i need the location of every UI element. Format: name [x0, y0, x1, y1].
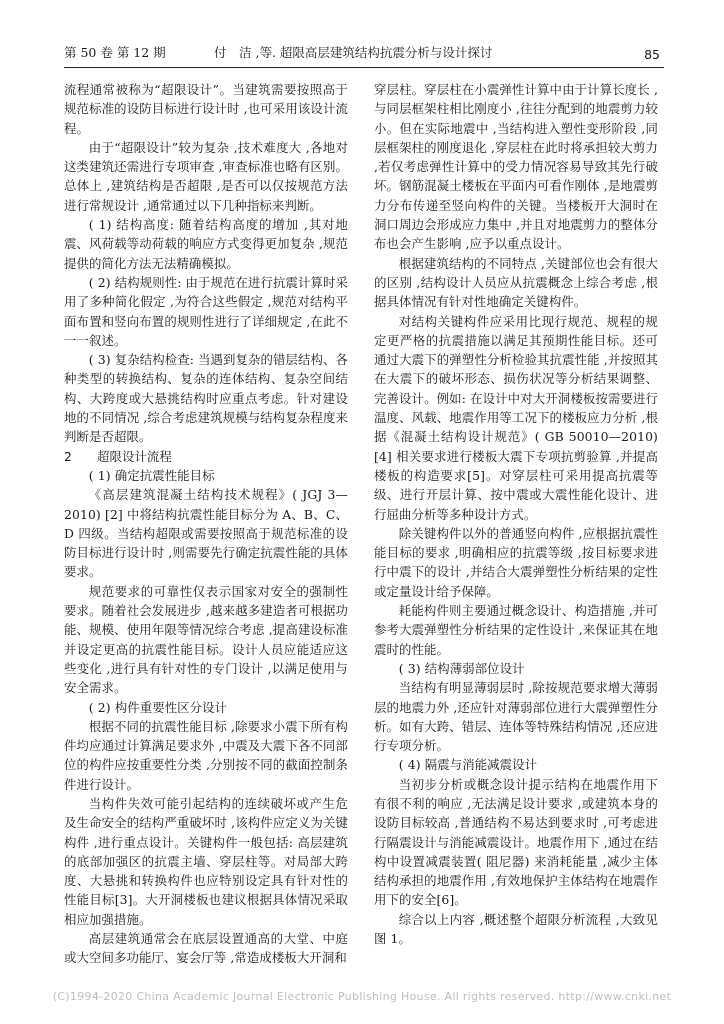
body-paragraph: 对结构关键构件应采用比现行规范、规程的规定更严格的抗震措施以满足其预期性能目标。还可通过大震下的弹塑性分析检验其抗震性能 ,并按照其在大震下的破坏形态、损伤状况等分析结果调整、完善设计。例如: 在设计中对大开洞楼板按需要进行温度、风载、地震作用等工况下的楼板应力分析 ,根据《混凝土结构设计规范》( GB 50010—2010) [4] 相关要求进行楼板大震下专项抗剪验算 ,并提高楼板的构造要求[5]。对穿层柱可采用提高抗震等级、进行开层计算、按中震或大震性能化设计、进行屈曲分析等多种设计方式。	[374, 313, 658, 522]
body-paragraph: 根据不同的抗震性能目标 ,除要求小震下所有构件均应通过计算满足要求外 ,中震及大震下各不同部位的构件应按重要性分类 ,分别按不同的截面控制条件进行设计。	[64, 718, 348, 792]
body-paragraph: ( 3) 复杂结构检查: 当遇到复杂的错层结构、各种类型的转换结构、复杂的连体结构、复杂空间结构、大跨度或大悬挑结构时应重点考虑。针对建设地的不同情况 ,综合考虑建筑规模与结构复杂程度来判断是否超限。	[64, 352, 348, 445]
subsection-heading: ( 3) 结构薄弱部位设计	[398, 660, 525, 676]
subsection-heading: ( 1) 确定抗震性能目标	[88, 467, 215, 483]
page-number: 85	[644, 47, 660, 62]
body-paragraph: 流程通常被称为“超限设计”。当建筑需要按照高于规范标准的设防目标进行设计时 ,也可采用该设计流程。	[64, 82, 348, 136]
section-heading	[64, 447, 348, 466]
running-header	[64, 44, 660, 62]
body-paragraph: ( 2) 结构规则性: 由于规范在进行抗震计算时采用了多种简化假定 ,为符合这些假定 ,规范对结构平面布置和竖向布置的规则性进行了详细规定 ,在此不一一叙述。	[64, 274, 348, 348]
body-paragraph: ( 1) 结构高度: 随着结构高度的增加 ,其对地震、风荷载等动荷载的响应方式变得更加复杂 ,规范提供的简化方法无法精确模拟。	[64, 217, 348, 271]
body-paragraph: 规范要求的可靠性仅表示国家对安全的强制性要求。随着社会发展进步 ,越来越多建造者可根据功能、规模、使用年限等情况综合考虑 ,提高建设标准并设定更高的抗震性能目标。设计人员应能适应这些变化 ,进行具有针对性的专门设计 ,以满足使用与安全需求。	[64, 583, 348, 696]
body-paragraph: 高层建筑通常会在底层设置通高的大堂、中庭或大空间多功能厅、宴会厅等 ,常造成楼板大开洞和	[64, 931, 348, 966]
body-paragraph: 当构件失效可能引起结构的连续破坏或产生危及生命安全的结构严重破坏时 ,该构件应定义为关键构件 ,进行重点设计。关键构件一般包括: 高层建筑的底部加强区的抗震主墙、穿层柱等。对局部大跨度、大悬挑和转换构件也应特别设定具有针对性的性能目标[3]。大开洞楼板也建议根据具体情况采取相应加强措施。	[64, 795, 348, 927]
body-paragraph: 当结构有明显薄弱层时 ,除按规范要求增大薄弱层的地震力外 ,还应针对薄弱部位进行大震弹塑性分析。如有大跨、错层、连体等特殊结构情况 ,还应进行专项分析。	[374, 680, 658, 754]
body-paragraph: 《高层建筑混凝土结构技术规程》( JGJ 3—2010) [2] 中将结构抗震性能目标分为 A、B、C、D 四级。当结构超限或需要按照高于规范标准的设防目标进行设计时 ,则需要先行确定抗震性能的具体要求。	[64, 487, 348, 580]
copyright-footer: (C)1994-2020 China Academic Journal Electronic Publishing House. All rights reserved. http://www.cnki.net	[52, 990, 672, 1003]
body-paragraph: 综合以上内容 ,概述整个超限分析流程 ,大致见图 1。	[374, 911, 658, 947]
body-paragraph: 根据建筑结构的不同特点 ,关键部位也会有很大的区别 ,结构设计人员应从抗震概念上综合考虑 ,根据具体情况有针对性地确定关键构件。	[374, 255, 658, 310]
running-title: 付 洁 ,等. 超限高层建筑结构抗震分析与设计探讨	[214, 45, 493, 60]
body-paragraph: 当初步分析或概念设计提示结构在地震作用下有很不利的响应 ,无法满足设计要求 ,或建筑本身的设防目标较高 ,普通结构不易达到要求时 ,可考虑进行隔震设计与消能减震设计。地震作用下 ,通过在结构中设置减震装置( 阻尼器) 来消耗能量 ,减少主体结构承担的地震作用 ,有效地保护主体结构在地震作用下的安全[6]。	[374, 776, 658, 908]
right-column	[374, 80, 658, 948]
header-rule	[64, 67, 664, 68]
body-paragraph: 耗能构件则主要通过概念设计、构造措施 ,并可参考大震弹塑性分析结果的定性设计 ,来保证其在地震时的性能。	[374, 603, 658, 657]
left-column	[64, 80, 348, 968]
body-paragraph: 由于“超限设计”较为复杂 ,技术难度大 ,各地对这类建筑还需进行专项审查 ,审查标准也略有区别。总体上 ,建筑结构是否超限 ,是否可以仅按规范方法进行常规设计 ,通常通过以下几种指标来判断。	[64, 139, 348, 213]
section-title: 超限设计流程	[96, 448, 172, 464]
body-paragraph: 除关键构件以外的普通竖向构件 ,应根据抗震性能目标的要求 ,明确相应的抗震等级 ,按目标要求进行中震下的设计 ,并结合大震弹塑性分析结果的定性或定量设计给予保障。	[374, 525, 658, 599]
subsection-heading: ( 2) 构件重要性区分设计	[88, 699, 228, 715]
section-number: 2	[64, 448, 72, 464]
body-paragraph: 穿层柱。穿层柱在小震弹性计算中由于计算长度长 ,与同层框架柱相比刚度小 ,往往分配到的地震剪力较小。但在实际地震中 ,当结构进入塑性变形阶段 ,同层框架柱的刚度退化 ,穿层柱在此时将承担较大剪力 ,若仅考虑弹性计算中的受力情况容易导致其先行破坏。钢筋混凝土楼板在平面内可看作刚体 ,是地震剪力分布传递至竖向构件的关键。当楼板开大洞时在洞口周边会形成应力集中 ,并且对地震剪力的整体分布也会产生影响 ,应予以重点设计。	[374, 82, 658, 252]
journal-issue: 第 50 卷 第 12 期	[64, 45, 166, 60]
subsection-heading: ( 4) 隔震与消能减震设计	[398, 757, 538, 773]
